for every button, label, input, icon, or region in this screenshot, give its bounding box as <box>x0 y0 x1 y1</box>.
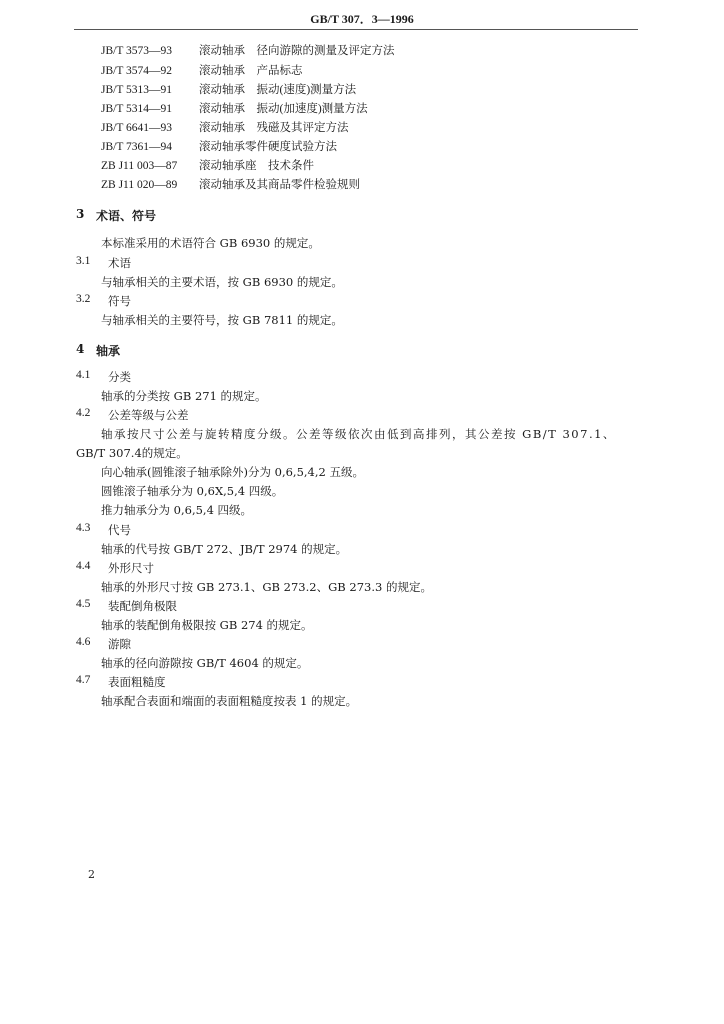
reference-title: 滚动轴承 振动(加速度)测量方法 <box>199 103 368 115</box>
reference-title: 滚动轴承座 技术条件 <box>199 160 314 172</box>
clause-text: 轴承按尺寸公差与旋转精度分级。公差等级依次由低到高排列，其公差按 GB/T 307.1、 <box>101 427 616 441</box>
clause-text: 轴承的装配倒角极限按 GB 274 的规定。 <box>101 618 313 632</box>
clause-title: 表面粗糙度 <box>108 675 166 689</box>
reference-title: 滚动轴承 径向游隙的测量及评定方法 <box>199 45 395 57</box>
reference-item <box>101 100 368 116</box>
reference-item <box>101 62 303 78</box>
clause-title: 术语 <box>108 256 131 270</box>
reference-code: JB/T 5314—91 <box>101 103 173 115</box>
clause-number: 3.1 <box>76 255 91 267</box>
reference-item <box>101 119 349 135</box>
clause-number: 4.2 <box>76 407 91 419</box>
clause-title: 代号 <box>108 523 131 537</box>
reference-title: 滚动轴承 振动(速度)测量方法 <box>199 84 357 96</box>
reference-item <box>101 138 337 154</box>
reference-title: 滚动轴承及其商品零件检验规则 <box>199 179 360 191</box>
reference-title: 滚动轴承零件硬度试验方法 <box>199 141 337 153</box>
page-number: 2 <box>88 868 95 881</box>
reference-code: JB/T 6641—93 <box>101 122 173 134</box>
clause-text: 轴承的径向游隙按 GB/T 4604 的规定。 <box>101 656 309 670</box>
clause-title: 外形尺寸 <box>108 561 154 575</box>
clause-number: 4.6 <box>76 636 91 648</box>
clause-number: 3.2 <box>76 293 91 305</box>
clause-text: 向心轴承(圆锥滚子轴承除外)分为 0,6,5,4,2 五级。 <box>101 465 364 479</box>
clause-number: 4.4 <box>76 560 91 572</box>
reference-code: JB/T 3574—92 <box>101 65 173 77</box>
reference-code: ZB J11 020—89 <box>101 179 178 191</box>
clause-text-continued: GB/T 307.4的规定。 <box>76 446 188 460</box>
clause-number: 4.7 <box>76 674 91 686</box>
clause-text: 与轴承相关的主要符号，按 GB 7811 的规定。 <box>101 313 343 327</box>
section-number: 4 <box>76 342 85 356</box>
reference-item <box>101 81 356 97</box>
reference-code: JB/T 5313—91 <box>101 84 173 96</box>
clause-number: 4.3 <box>76 522 91 534</box>
clause-title: 分类 <box>108 370 131 384</box>
clause-number: 4.5 <box>76 598 91 610</box>
header-rule <box>74 29 638 30</box>
clause-text: 轴承的分类按 GB 271 的规定。 <box>101 389 267 403</box>
section-number: 3 <box>76 207 85 221</box>
reference-item <box>101 42 395 58</box>
section-title: 轴承 <box>96 344 121 358</box>
reference-item <box>101 157 314 173</box>
page-header: GB/T 307．3—1996 <box>310 12 414 26</box>
reference-title: 滚动轴承 残磁及其评定方法 <box>199 122 349 134</box>
reference-title: 滚动轴承 产品标志 <box>199 65 303 77</box>
reference-code: JB/T 3573—93 <box>101 45 173 57</box>
section-intro: 本标准采用的术语符合 GB 6930 的规定。 <box>101 236 320 250</box>
clause-text: 轴承的外形尺寸按 GB 273.1、GB 273.2、GB 273.3 的规定。 <box>101 580 432 594</box>
clause-title: 装配倒角极限 <box>108 599 177 613</box>
clause-title: 公差等级与公差 <box>108 408 189 422</box>
reference-code: JB/T 7361—94 <box>101 141 173 153</box>
clause-text: 轴承的代号按 GB/T 272、JB/T 2974 的规定。 <box>101 542 348 556</box>
reference-code: ZB J11 003—87 <box>101 160 178 172</box>
clause-number: 4.1 <box>76 369 91 381</box>
clause-text: 推力轴承分为 0,6,5,4 四级。 <box>101 503 253 517</box>
clause-title: 符号 <box>108 294 131 308</box>
reference-item <box>101 176 360 192</box>
clause-text: 与轴承相关的主要术语，按 GB 6930 的规定。 <box>101 275 343 289</box>
section-title: 术语、符号 <box>96 209 157 223</box>
clause-text: 轴承配合表面和端面的表面粗糙度按表 1 的规定。 <box>101 694 358 708</box>
clause-text: 圆锥滚子轴承分为 0,6X,5,4 四级。 <box>101 484 284 498</box>
clause-title: 游隙 <box>108 637 131 651</box>
